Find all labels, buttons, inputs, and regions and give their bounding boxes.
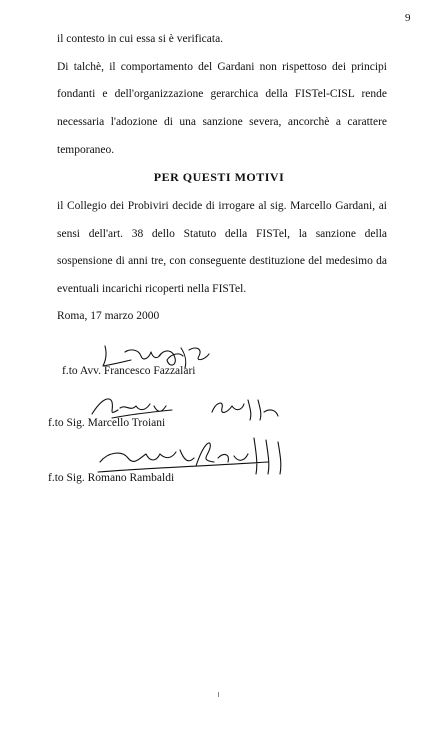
body-line: Di talchè, il comportamento del Gardani non rispettoso dei principi [57,61,387,73]
scan-mark [218,692,219,697]
decision-line: il Collegio dei Probiviri decide di irrogare al sig. Marcello Gardani, ai [57,200,387,212]
signatory-line: f.to Avv. Francesco Fazzalari [62,365,196,377]
page-number: 9 [405,12,411,24]
body-line: necessaria l'adozione di una sanzione severa, ancorchè a carattere [57,116,387,128]
signatory-line: f.to Sig. Marcello Troiani [48,417,166,429]
body-line: temporaneo. [57,144,115,156]
section-heading: PER QUESTI MOTIVI [153,170,285,184]
decision-line: sospensione di anni tre, con conseguente destituzione del medesimo da [57,255,387,267]
place-date: Roma, 17 marzo 2000 [57,310,160,322]
decision-line: eventuali incarichi ricoperti nella FISTel. [57,283,247,295]
body-line: fondanti e dell'organizzazione gerarchica della FISTel-CISL rende [57,88,387,100]
signatory-line: f.to Sig. Romano Rambaldi [48,472,175,484]
body-line: il contesto in cui essa si è verificata. [57,33,224,45]
decision-line: sensi dell'art. 38 dello Statuto della FISTel, la sanzione della [57,228,387,240]
